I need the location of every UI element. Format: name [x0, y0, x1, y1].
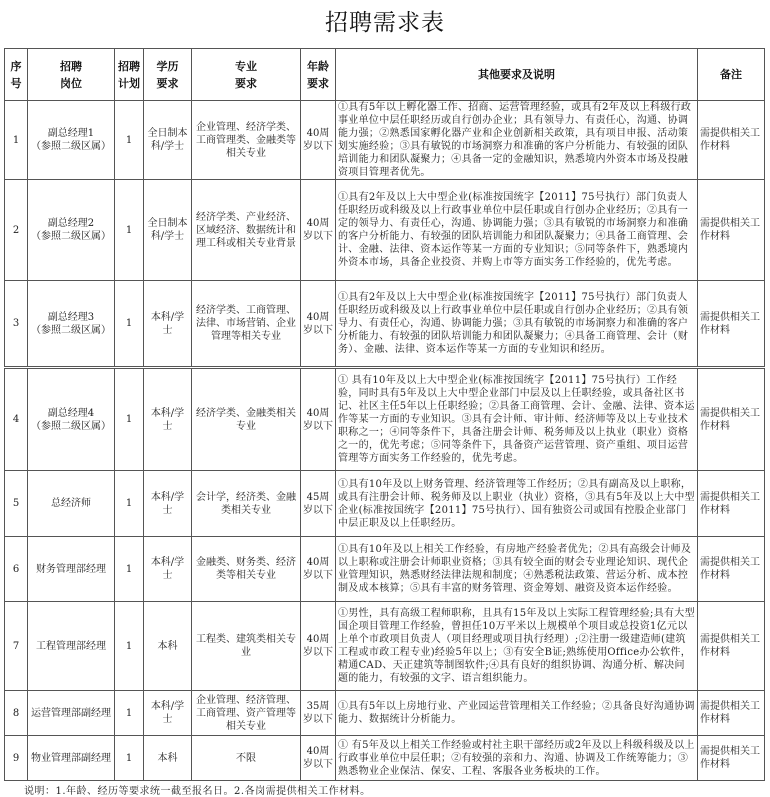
- cell-post: [28, 369, 115, 471]
- cell-major: 经济学类、金融类相关专业: [192, 369, 301, 471]
- cell-post: [28, 281, 115, 367]
- cell-remark: 需提供相关工作材料: [698, 602, 765, 691]
- cell-remark: 需提供相关工作材料: [698, 736, 765, 781]
- cell-education: 本科/学士: [144, 471, 192, 537]
- post-sub: （参照二级区属）: [31, 420, 111, 432]
- cell-remark: 需提供相关工作材料: [698, 369, 765, 471]
- cell-remark: 需提供相关工作材料: [698, 537, 765, 602]
- cell-post: [28, 602, 115, 691]
- cell-plan: 1: [115, 281, 144, 367]
- cell-age: 40周岁以下: [301, 281, 336, 367]
- table-row: [5, 369, 765, 471]
- cell-age: 40周岁以下: [301, 101, 336, 180]
- header-plan-line1: 招聘: [118, 59, 140, 73]
- cell-remark: 需提供相关工作材料: [698, 691, 765, 736]
- post-name: 副总经理4: [47, 407, 95, 419]
- table-row: [5, 101, 765, 180]
- cell-post: [28, 736, 115, 781]
- page-title: 招聘需求表: [325, 10, 445, 36]
- header-post: [28, 49, 115, 101]
- cell-other-requirements: ①具有2年及以上大中型企业(标准按国统字【2011】75号执行）部门负责人任职经历或科级及以上行政事业单位中层任职或自行创办企业经历；②具有一定的领导力、有责任心，沟通、协调能力强；③具有敏锐的市场洞察力和准确的客户分析能力、有较强的团队培训能力和团队凝聚力；④具备工商管理、会计、金融、法律、资本运作等某一方面的专业知识；⑤同等条件下，熟悉境内外资本市场，具备企业投资、并购上市等方面实务工作经验的，优先考虑。: [336, 180, 698, 281]
- cell-other-requirements: ①男性，具有高级工程师职称，且具有15年及以上实际工程管理经验;具有大型国企项目管理工作经验，曾担任10万平米以上规模单个项目或总投资1亿元以上单个市政项目负责人（项目经理或项目执行经理）;②注册一级建造师(建筑工程或市政工程专业)经验5年以上；③有安全B证;熟练使用Office办公软件，精通CAD、天正建筑等制图软件;④具有良好的组织协调、沟通分析、解决问题的能力，有较强的文字、语言组织能力。: [336, 602, 698, 691]
- post-name: 副总经理2: [47, 218, 95, 229]
- cell-plan: 1: [115, 180, 144, 281]
- cell-seq: 8: [5, 691, 28, 736]
- header-seq-label: 序号: [10, 59, 22, 90]
- table-row: [5, 471, 765, 537]
- header-post-line1: 招聘: [60, 59, 82, 73]
- cell-major: 经济学类、工商管理、法律、市场营销、企业管理等相关专业: [192, 281, 301, 367]
- cell-education: 本科/学士: [144, 537, 192, 602]
- cell-other-requirements: ①具有5年以上房地行业、产业园运营管理相关工作经验；②具备良好沟通协调能力、数据统计分析能力。: [336, 691, 698, 736]
- recruitment-table-part-2: [4, 368, 765, 781]
- cell-seq: 1: [5, 101, 28, 180]
- post-name: 工程管理部经理: [36, 640, 106, 652]
- cell-remark: 需提供相关工作材料: [698, 101, 765, 180]
- header-age: [301, 49, 336, 101]
- cell-remark: 需提供相关工作材料: [698, 281, 765, 367]
- cell-seq: 2: [5, 180, 28, 281]
- cell-other-requirements: ①具有5年以上孵化器工作、招商、运营管理经验，或具有2年及以上科级行政事业单位中层任职经历或自行创办企业；具有领导力、有责任心，沟通、协调能力强；②熟悉国家孵化器产业和企业创新相关政策，具有项目申报、活动策划实施经验；③具有敏锐的市场洞察力和准确的客户分析能力、有较强的团队培训能力和团队凝聚力；④具备一定的金融知识，熟悉境内外资本市场及投融资项目管理者优先。: [336, 101, 698, 180]
- cell-seq: 3: [5, 281, 28, 367]
- cell-education: 本科/学士: [144, 369, 192, 471]
- post-name: 物业管理部副经理: [31, 752, 111, 764]
- cell-plan: 1: [115, 691, 144, 736]
- table-row: [5, 180, 765, 281]
- cell-post: [28, 691, 115, 736]
- cell-plan: 1: [115, 736, 144, 781]
- cell-remark: 需提供相关工作材料: [698, 471, 765, 537]
- cell-age: 45周岁以下: [301, 471, 336, 537]
- cell-plan: 1: [115, 602, 144, 691]
- header-other: 其他要求及说明: [336, 49, 698, 101]
- post-name: 副总经理3: [47, 311, 95, 323]
- cell-plan: 1: [115, 369, 144, 471]
- table-row: [5, 736, 765, 781]
- cell-education: 本科/学士: [144, 691, 192, 736]
- cell-age: 40周岁以下: [301, 180, 336, 281]
- cell-major: 金融类、财务类、经济类等相关专业: [192, 537, 301, 602]
- table-row: [5, 602, 765, 691]
- cell-education: 本科: [144, 736, 192, 781]
- table-row: [5, 281, 765, 367]
- recruitment-table-part-1: [4, 48, 765, 367]
- post-sub: （参照二级区属）: [31, 141, 111, 152]
- cell-other-requirements: ①具有10年及以上财务管理、经济管理等工作经历；②具有副高及以上职称，或具有注册会计师、税务师及以上职业（执业）资格，③具有5年及以上大中型企业(标准按国统字【2011】75号执行）、国有独资公司或国有控股企业部门中层正职及以上任职经历。: [336, 471, 698, 537]
- header-plan: [115, 49, 144, 101]
- table-header-row: [5, 49, 765, 101]
- cell-seq: 4: [5, 369, 28, 471]
- cell-education: 全日制本科/学士: [144, 180, 192, 281]
- post-sub: （参照二级区属）: [31, 231, 111, 242]
- header-remark: 备注: [698, 49, 765, 101]
- cell-plan: 1: [115, 471, 144, 537]
- cell-seq: 7: [5, 602, 28, 691]
- cell-age: 40周岁以下: [301, 736, 336, 781]
- header-major-line2: 要求: [235, 76, 257, 90]
- cell-age: 40周岁以下: [301, 602, 336, 691]
- cell-major: 不限: [192, 736, 301, 781]
- cell-other-requirements: ①具有10年及以上相关工作经验，有房地产经验者优先；②具有高级会计师及以上职称或注册会计师职业资格；③具有较全面的财会专业理论知识、现代企业管理知识，熟悉财经法律法规和制度；④熟悉税法政策、营运分析、成本控制及成本核算；⑤具有丰富的财务管理、资金筹划、融资及资本运作经验。: [336, 537, 698, 602]
- table-row: [5, 537, 765, 602]
- footnote: 说明：1.年龄、经历等要求统一截至报名日。2.各岗需提供相关工作材料。: [24, 786, 371, 797]
- header-edu-line1: 学历: [156, 59, 179, 73]
- cell-age: 40周岁以下: [301, 369, 336, 471]
- post-name: 运营管理部副经理: [31, 707, 111, 719]
- header-seq: [5, 49, 28, 101]
- cell-remark: 需提供相关工作材料: [698, 180, 765, 281]
- table-row: [5, 691, 765, 736]
- cell-seq: 9: [5, 736, 28, 781]
- cell-post: [28, 101, 115, 180]
- cell-other-requirements: ① 有5年及以上相关工作经验或村社主职干部经历或2年及以上科级科级及以上行政事业单位中层任职；②有较强的亲和力、沟通、协调及工作统筹能力；③熟悉物业企业保洁、保安、工程、客服各业务板块的工作。: [336, 736, 698, 781]
- cell-plan: 1: [115, 101, 144, 180]
- cell-plan: 1: [115, 537, 144, 602]
- header-edu: [144, 49, 192, 101]
- cell-major: 工程类、建筑类相关专业: [192, 602, 301, 691]
- header-age-line1: 年龄: [307, 59, 329, 73]
- cell-major: 企业管理、经济学类、工商管理类、金融类等相关专业: [192, 101, 301, 180]
- header-edu-line2: 要求: [156, 76, 179, 90]
- header-major-line1: 专业: [235, 59, 257, 73]
- post-sub: （参照二级区属）: [31, 324, 111, 336]
- cell-age: 35周岁以下: [301, 691, 336, 736]
- cell-major: 经济学类、产业经济、区域经济、数据统计和理工科或相关专业背景: [192, 180, 301, 281]
- header-major: [192, 49, 301, 101]
- post-name: 总经济师: [51, 498, 91, 509]
- cell-seq: 6: [5, 537, 28, 602]
- post-name: 副总经理1: [47, 128, 95, 139]
- cell-major: 会计学，经济类、金融类相关专业: [192, 471, 301, 537]
- header-age-line2: 要求: [307, 76, 329, 90]
- cell-post: [28, 471, 115, 537]
- cell-other-requirements: ① 具有10年及以上大中型企业(标准按国统字【2011】75号执行）工作经验，同时具有5年及以上大中型企业部门中层及以上任职经验，或具备社区书记、社区主任5年以上任职经验；②具备工商管理、会计、金融、法律、资本运作等某一方面的专业知识。③具有会计师、审计师、经济师等及以上专业技术职称之一；④同等条件下，具备注册会计师、税务师及以上执业（职业）资格之一的，优先考虑；⑤同等条件下，具备资产运营管理、资产重组、项目运营管理等方面实务工作经验的，优先考虑。: [336, 369, 698, 471]
- cell-seq: 5: [5, 471, 28, 537]
- cell-education: 本科/学士: [144, 281, 192, 367]
- header-plan-line2: 计划: [118, 76, 140, 90]
- cell-major: 企业管理、经济管理、工商管理、资产管理等相关专业: [192, 691, 301, 736]
- cell-other-requirements: ①具有2年及以上大中型企业(标准按国统字【2011】75号执行）部门负责人任职经历或科级及以上行政事业单位中层任职或自行创办企业经历；②具有领导力、有责任心，沟通、协调能力强；③具有敏锐的市场洞察力和准确的客户分析能力、有较强的团队培训能力和团队凝聚力；④具备工商管理、会计（财务）、金融、法律、资本运作等某一方面的专业知识和经历。: [336, 281, 698, 367]
- cell-education: 本科: [144, 602, 192, 691]
- cell-post: [28, 537, 115, 602]
- cell-age: 40周岁以下: [301, 537, 336, 602]
- cell-post: [28, 180, 115, 281]
- post-name: 财务管理部经理: [36, 563, 106, 575]
- header-post-line2: 岗位: [60, 76, 82, 90]
- cell-education: 全日制本科/学士: [144, 101, 192, 180]
